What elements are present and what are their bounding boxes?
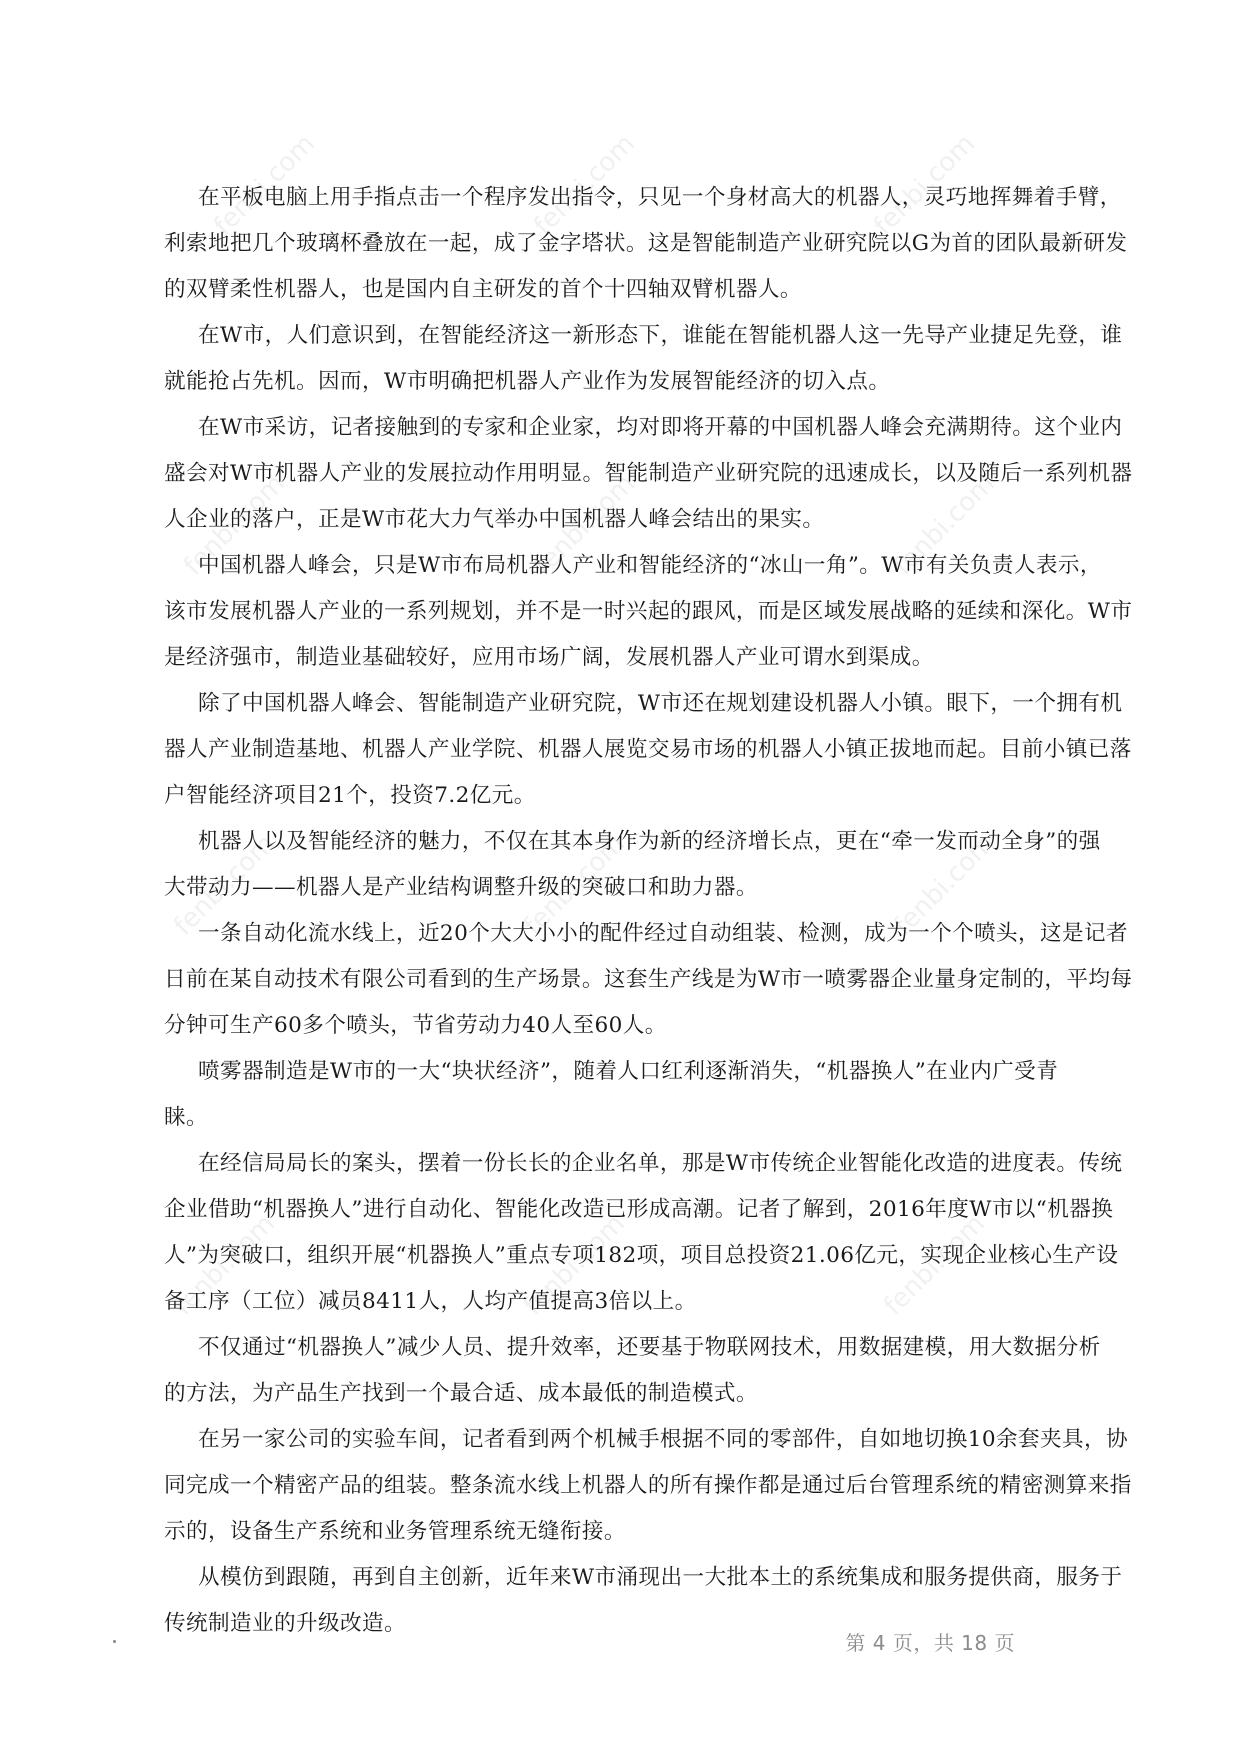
text-line: 同完成一个精密产品的组装。整条流水线上机器人的所有操作都是通过后台管理系统的精密测算来指 xyxy=(164,1473,1132,1498)
text-line: 该市发展机器人产业的一系列规划，并不是一时兴起的跟风，而是区域发展战略的延续和深化。W市 xyxy=(164,599,1133,624)
text-line: 利索地把几个玻璃杯叠放在一起，成了金字塔状。这是智能制造产业研究院以G为首的团队最新研发 xyxy=(164,231,1128,256)
text-line: 除了中国机器人峰会、智能制造产业研究院，W市还在规划建设机器人小镇。眼下，一个拥有机 xyxy=(198,691,1123,716)
text-line: 日前在某自动技术有限公司看到的生产场景。这套生产线是为W市一喷雾器企业量身定制的，平均每 xyxy=(164,967,1133,992)
text-line: 示的，设备生产系统和业务管理系统无缝衔接。 xyxy=(164,1519,626,1544)
watermark: fenbi.com xyxy=(518,828,631,942)
watermark: fenbi.com xyxy=(168,828,281,942)
watermark: fenbi.com xyxy=(868,128,981,242)
text-line: 是经济强市，制造业基础较好，应用市场广阔，发展机器人产业可谓水到渠成。 xyxy=(164,645,934,670)
text-line: 户智能经济项目21个，投资7.2亿元。 xyxy=(164,783,536,808)
watermark: fenbi.com xyxy=(178,468,291,582)
watermark: fenbi.com xyxy=(208,128,321,242)
footer-bullet-mark xyxy=(113,1640,116,1643)
paragraph xyxy=(120,1417,1132,1555)
text-line: 的方法，为产品生产找到一个最合适、成本最低的制造模式。 xyxy=(164,1381,758,1406)
text-line: 一条自动化流水线上，近20个大大小小的配件经过自动组装、检测，成为一个个喷头，这是记者 xyxy=(198,921,1129,946)
paragraph xyxy=(120,911,1133,1049)
paragraph xyxy=(120,681,1132,819)
paragraph xyxy=(120,405,1133,543)
watermark: fenbi.com xyxy=(878,1208,991,1322)
text-line: 在W市采访，记者接触到的专家和企业家，均对即将开幕的中国机器人峰会充满期待。这个业内 xyxy=(198,415,1123,440)
paragraph xyxy=(120,313,1124,405)
text-line: 从模仿到跟随，再到自主创新，近年来W市涌现出一大批本土的系统集成和服务提供商，服务于 xyxy=(198,1565,1123,1590)
text-line: 人”为突破口，组织开展“机器换人”重点专项182项，项目总投资21.06亿元，实现企业核心生产设 xyxy=(164,1243,1119,1268)
text-line: 在W市，人们意识到，在智能经济这一新形态下，谁能在智能机器人这一先导产业捷足先登，谁 xyxy=(198,323,1123,348)
watermark: fenbi.com xyxy=(528,468,641,582)
text-line: 喷雾器制造是W市的一大“块状经济”，随着人口红利逐渐消失，“机器换人”在业内广受青 xyxy=(198,1059,1059,1084)
watermark: fenbi.com xyxy=(518,1208,631,1322)
watermark: fenbi.com xyxy=(168,1208,281,1322)
text-line: 中国机器人峰会，只是W市布局机器人产业和智能经济的“冰山一角”。W市有关负责人表示， xyxy=(198,553,1102,578)
text-line: 器人产业制造基地、机器人产业学院、机器人展览交易市场的机器人小镇正拔地而起。目前小镇已落 xyxy=(164,737,1132,762)
text-line: 在经信局局长的案头，摆着一份长长的企业名单，那是W市传统企业智能化改造的进度表。传统 xyxy=(198,1151,1123,1176)
text-line: 在平板电脑上用手指点击一个程序发出指令，只见一个身材高大的机器人，灵巧地挥舞着手臂， xyxy=(198,185,1122,210)
text-line: 不仅通过“机器换人”减少人员、提升效率，还要基于物联网技术，用数据建模，用大数据分析 xyxy=(198,1335,1101,1360)
paragraph xyxy=(120,1325,1124,1417)
text-line: 人企业的落户，正是W市花大力气举办中国机器人峰会结出的果实。 xyxy=(164,507,825,532)
text-line: 大带动力——机器人是产业结构调整升级的突破口和助力器。 xyxy=(164,875,758,900)
text-line: 传统制造业的升级改造。 xyxy=(164,1611,406,1636)
watermark: fenbi.com xyxy=(888,828,1001,942)
text-line: 睐。 xyxy=(164,1105,208,1130)
paragraph xyxy=(120,175,1128,313)
paragraph xyxy=(120,1141,1124,1325)
text-line: 在另一家公司的实验车间，记者看到两个机械手根据不同的零部件，自如地切换10余套夹具，协 xyxy=(198,1427,1129,1452)
text-line: 备工序（工位）减员8411人，人均产值提高3倍以上。 xyxy=(164,1289,697,1314)
watermark: fenbi.com xyxy=(528,128,641,242)
text-line: 机器人以及智能经济的魅力，不仅在其本身作为新的经济增长点，更在“牵一发而动全身”的强 xyxy=(198,829,1101,854)
page-number: 第 4 页，共 18 页 xyxy=(845,1631,1015,1655)
text-line: 企业借助“机器换人”进行自动化、智能化改造已形成高潮。记者了解到，2016年度W市以“机器换 xyxy=(164,1197,1114,1222)
paragraph xyxy=(120,543,1133,681)
paragraph xyxy=(120,1049,1124,1141)
document-body xyxy=(120,175,1133,1647)
paragraph xyxy=(120,819,1124,911)
text-line: 就能抢占先机。因而，W市明确把机器人产业作为发展智能经济的切入点。 xyxy=(164,369,891,394)
watermark: fenbi.com xyxy=(888,468,1001,582)
text-line: 分钟可生产60多个喷头，节省劳动力40人至60人。 xyxy=(164,1013,667,1038)
text-line: 盛会对W市机器人产业的发展拉动作用明显。智能制造产业研究院的迅速成长，以及随后一系列机器 xyxy=(164,461,1133,486)
text-line: 的双臂柔性机器人，也是国内自主研发的首个十四轴双臂机器人。 xyxy=(164,277,802,302)
